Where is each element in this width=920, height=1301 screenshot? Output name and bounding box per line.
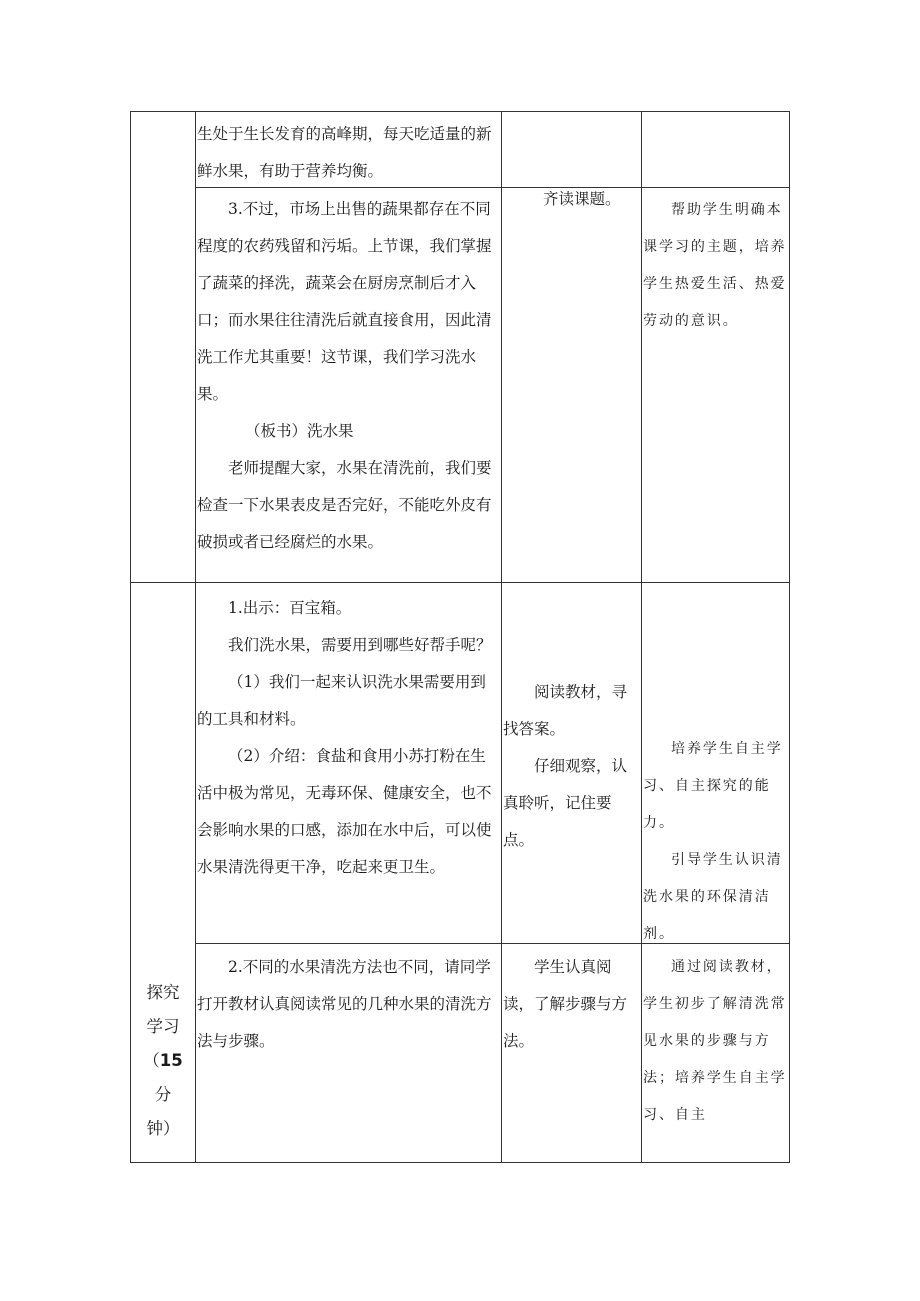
stage-line: 分 [154,1085,172,1104]
intent-cell [643,192,789,340]
content-paragraph: 生处于生长发育的高峰期，每天吃适量的新鲜水果，有助于营养均衡。 [197,125,492,180]
col-divider [501,112,502,1162]
student-activity: 仔细观察，认真聆听，记住要点。 [503,757,628,849]
stage-line: 探究 [146,983,180,1002]
col-divider [641,112,642,1162]
intent-cell [643,949,789,1134]
content-paragraph: （2）介绍：食盐和食用小苏打粉在生活中极为常见，无毒环保、健康安全，也不会影响水果的口感，添加在水中后，可以使水果清洗得更干净，吃起来更卫生。 [197,747,492,876]
col-divider [195,112,196,1162]
design-intent: 引导学生认识清洗水果的环保清洁剂。 [643,852,783,942]
design-intent: 培养学生自主学习、自主探究的能力。 [643,741,783,831]
design-intent: 帮助学生明确本课学习的主题，培养学生热爱生活、热爱劳动的意识。 [643,202,787,329]
student-cell [503,674,641,859]
content-cell [197,949,501,1060]
content-paragraph: （板书）洗水果 [245,422,354,440]
stage-duration: （15 [143,1051,183,1070]
content-paragraph: （1）我们一起来认识洗水果需要用到的工具和材料。 [197,673,486,728]
content-cell [197,191,501,561]
student-activity: 学生认真阅读，了解步骤与方法。 [503,958,628,1050]
content-paragraph: 我们洗水果，需要用到哪些好帮手呢？ [228,636,492,654]
student-activity: 阅读教材，寻找答案。 [503,683,628,738]
content-paragraph: 老师提醒大家，水果在清洗前，我们要检查一下水果表皮是否完好，不能吃外皮有破损或者已经腐烂的水果。 [197,459,492,551]
row-divider [131,582,789,583]
intent-cell [643,731,789,953]
stage-label [131,976,195,1162]
content-paragraph: 3.不过，市场上出售的蔬果都存在不同程度的农药残留和污垢。上节课，我们掌握了蔬菜的择洗，蔬菜会在厨房烹制后才入口；而水果往往清洗后就直接食用，因此清洗工作尤其重要！这节课，我们学习洗水果。 [197,200,492,403]
content-paragraph: 2.不同的水果清洗方法也不同，请同学打开教材认真阅读常见的几种水果的清洗方法与步骤。 [197,958,492,1050]
content-cell [197,116,501,190]
stage-line: 学习 [146,1017,180,1036]
lesson-plan-table [130,111,790,1163]
stage-line: 钟） [146,1119,180,1138]
student-cell [503,949,641,1060]
content-paragraph: 1.出示：百宝箱。 [228,599,352,617]
design-intent: 通过阅读教材，学生初步了解清洗常见水果的步骤与方法；培养学生自主学习、自主 [643,959,787,1123]
content-cell [197,590,501,886]
student-cell [503,181,641,218]
student-activity: 齐读课题。 [543,190,621,208]
